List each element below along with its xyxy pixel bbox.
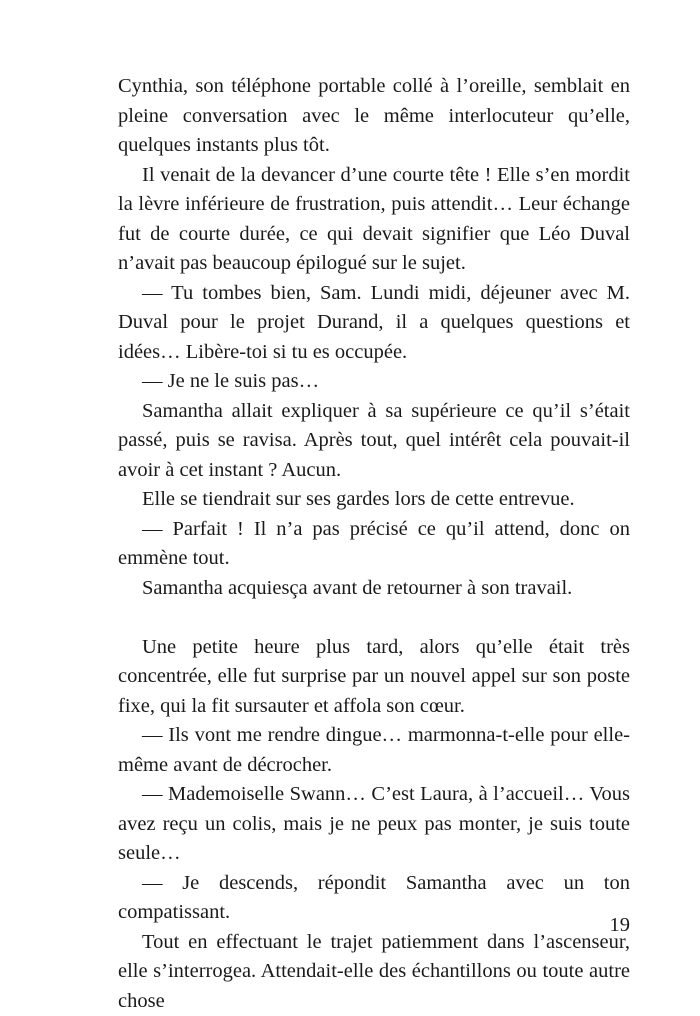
paragraph-12: — Je descends, répondit Samantha avec un ton compatissant. [118,869,630,928]
paragraph-9: Une petite heure plus tard, alors qu’elle était très concentrée, elle fut surprise par un nouvel appel sur son poste fixe, qui la fit sursauter et affola son cœur. [118,633,630,722]
page-body [118,72,630,1016]
paragraph-6: Elle se tiendrait sur ses gardes lors de cette entrevue. [118,485,630,515]
paragraph-7: — Parfait ! Il n’a pas précisé ce qu’il attend, donc on emmène tout. [118,515,630,574]
paragraph-10: — Ils vont me rendre dingue… marmonna-t-elle pour elle-même avant de décrocher. [118,721,630,780]
paragraph-3: — Tu tombes bien, Sam. Lundi midi, déjeuner avec M. Duval pour le projet Durand, il a quelques questions et idées… Libère-toi si tu es occupée. [118,279,630,368]
page-number: 19 [560,914,630,937]
paragraph-8: Samantha acquiesça avant de retourner à son travail. [118,574,630,604]
paragraph-1: Cynthia, son téléphone portable collé à l’oreille, semblait en pleine conversation avec le même interlocuteur qu’elle, quelques instants plus tôt. [118,72,630,161]
paragraph-13: Tout en effectuant le trajet patiemment dans l’ascenseur, elle s’interrogea. Attendait-elle des échantillons ou toute autre chose [118,928,630,1016]
paragraph-5: Samantha allait expliquer à sa supérieure ce qu’il s’était passé, puis se ravisa. Après tout, quel intérêt cela pouvait-il avoir à cet instant ? Aucun. [118,397,630,486]
section-break [118,603,630,633]
paragraph-4: — Je ne le suis pas… [118,367,630,397]
paragraph-2: Il venait de la devancer d’une courte tête ! Elle s’en mordit la lèvre inférieure de frustration, puis attendit… Leur échange fut de courte durée, ce qui devait signifier que Léo Duval n’avait pas beaucoup épilogué sur le sujet. [118,161,630,279]
paragraph-11: — Mademoiselle Swann… C’est Laura, à l’accueil… Vous avez reçu un colis, mais je ne peux pas monter, je suis toute seule… [118,780,630,869]
